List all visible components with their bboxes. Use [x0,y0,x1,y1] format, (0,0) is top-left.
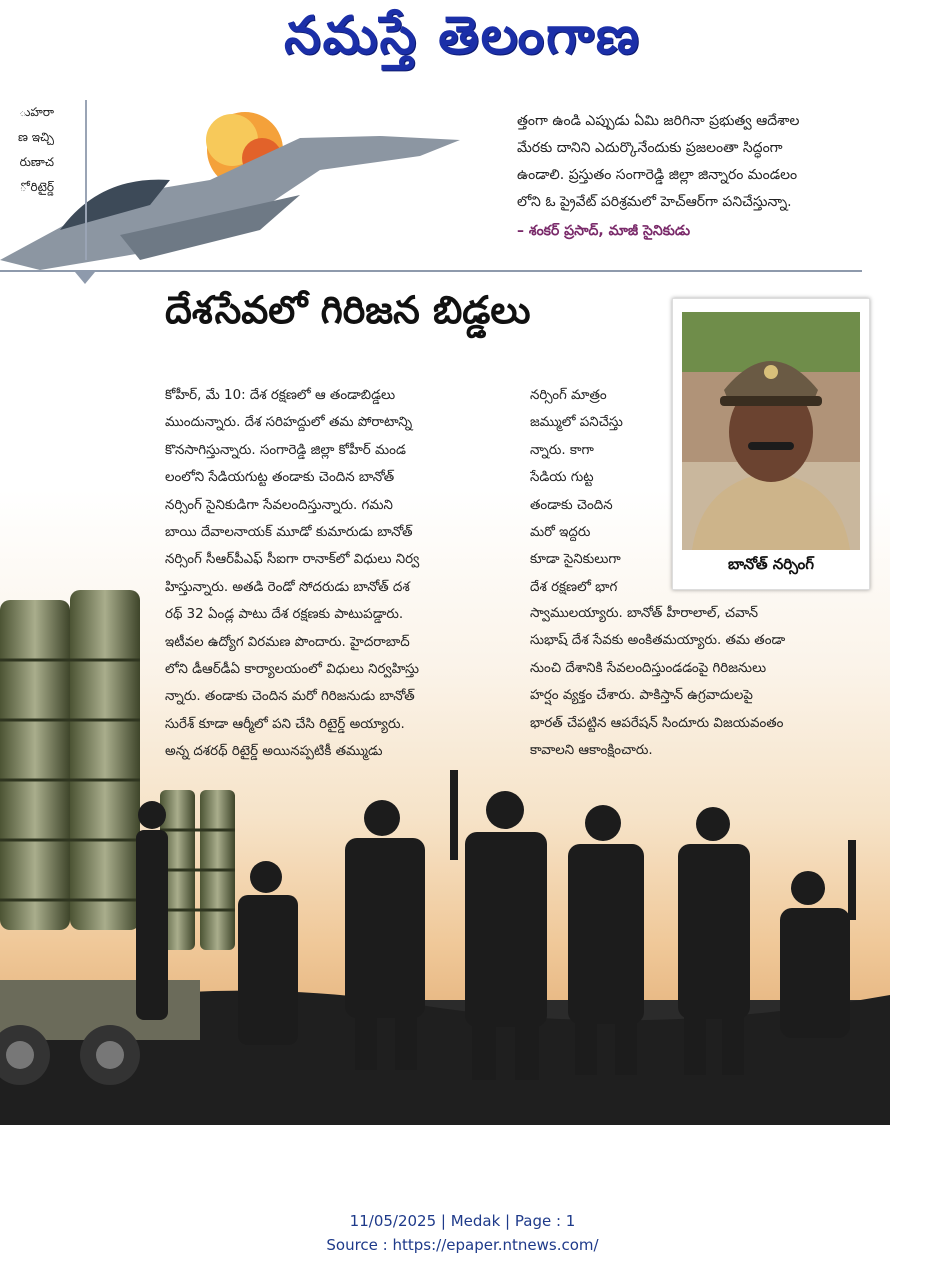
quote-attribution: – శంకర్ ప్రసాద్, మాజీ సైనికుడు [517,223,691,239]
body-line: లంలోని సేడియగుట్ట తండాకు చెందిన బానోత్ [165,470,395,486]
body-line: లోని డీఆర్‌డీఏ కార్యాలయంలో విధులు నిర్వహిస్తు [165,662,420,678]
body-line: కొనసాగిస్తున్నారు. సంగారెడ్డి జిల్లా కోహీర్ మండ [165,442,406,458]
article-body-right-column [530,382,662,601]
article-body-wide-column [530,600,888,764]
article-body-left-column [165,382,530,766]
body-line: నర్సింగ్ మాత్రం [530,388,607,403]
body-line: మరో ఇద్దరు [530,525,591,541]
fragment-line: రుణాచ [19,155,54,169]
body-line: సురేశ్ కూడా ఆర్మీలో పని చేసి రిటైర్డ్ అయ్యారు. [165,716,405,732]
body-line: న్నారు. కాగా [530,442,594,458]
footer-source-line: Source : https://epaper.ntnews.com/ [326,1236,599,1254]
previous-article-fragment [0,100,58,240]
body-line: నుంచి దేశానికి సేవలందిస్తుండడంపై గిరిజనులు [530,660,767,676]
footer-date-line: 11/05/2025 | Medak | Page : 1 [349,1212,576,1230]
body-line: స్వాములయ్యారు. బానోత్ హీరాలాల్, చవాన్ [530,606,759,621]
body-line: దేశ రక్షణలో భాగ [530,579,618,595]
quote-box [517,108,890,245]
body-line: కోహీర్, మే 10: దేశ రక్షణలో ఆ తండాబిడ్డలు [165,388,396,403]
section-divider [0,270,862,272]
body-line: ఇటీవల ఉద్యోగ విరమణ పొందారు. హైదరాబాద్ [165,634,410,650]
fragment-line: ణ ఇచ్చి [18,130,54,144]
body-line: భారత్ చేపట్టిన ఆపరేషన్ సిందూరు విజయవంతం [530,715,784,731]
body-line: కూడా సైనికులుగా [530,552,621,568]
police-officer-portrait-icon [682,312,860,550]
body-line: హర్షం వ్యక్తం చేశారు. పాకిస్తాన్ ఉగ్రవాదులపై [530,688,753,704]
body-line: సుభాష్ దేశ సేవకు అంకితమయ్యారు. తమ తండా [530,633,786,649]
body-line: కావాలని ఆకాంక్షించారు. [530,743,653,759]
body-line: అన్న దశరథ్ రిటైర్డ్ అయినప్పటికీ తమ్ముడు [165,744,383,760]
newspaper-clipping [0,100,890,1125]
portrait-photo [682,312,860,550]
masthead [0,0,925,78]
body-line: జమ్ములో పనిచేస్తు [530,415,623,431]
body-line: సేడియ గుట్ట [530,470,594,486]
divider-notch-icon [75,272,95,284]
body-line: నర్సింగ్ సైనికుడిగా సేవలందిస్తున్నారు. గమని [165,497,393,513]
fragment-line: ుహరా [19,105,54,119]
fighter-jet-icon [0,112,460,270]
quote-line: లోని ఓ ప్రైవేట్ పరిశ్రమలో హెచ్ఆర్‌గా పనిచేస్తున్నా. [517,194,792,210]
newspaper-logo-text: నమస్తే తెలంగాణ [284,6,641,66]
quote-line: మేరకు దానిని ఎదుర్కొనేందుకు ప్రజలంతా సిద్ధంగా [517,140,783,156]
body-line: హిస్తున్నారు. అతడి రెండో సోదరుడు బానోత్ దశ [165,579,410,595]
body-line: నర్సింగ్ సీఆర్‌పీఎఫ్ సీఐగా రానాక్‌లో విధులు నిర్వ [165,552,420,568]
photo-caption: బానోత్ నర్సింగ్ [728,555,814,573]
body-line: తండాకు చెందిన [530,497,613,513]
column-divider [85,100,87,260]
body-line: రథ్ 32 ఏండ్ల పాటు దేశ రక్షణకు పాటుపడ్డారు. [165,607,404,623]
body-line: బాయి దేవాలనాయక్ మూడో కుమారుడు బానోత్ [165,525,413,541]
fragment-line: ో రిటైర్డ్ [19,180,54,194]
quote-line: ఉండాలి. ప్రస్తుతం సంగారెడ్డి జిల్లా జిన్నారం మండలం [517,167,798,183]
body-line: న్నారు. తండాకు చెందిన మరో గిరిజనుడు బానోత్ [165,689,415,705]
article-headline: దేశసేవలో గిరిజన బిడ్డలు [165,288,531,332]
portrait-photo-frame [672,298,870,590]
quote-line: త్తంగా ఉండి ఎప్పుడు ఏమి జరిగినా ప్రభుత్వ ఆదేశాల [517,113,800,129]
body-line: ముందున్నారు. దేశ సరిహద్దులో తమ పోరాటాన్ని [165,415,413,431]
